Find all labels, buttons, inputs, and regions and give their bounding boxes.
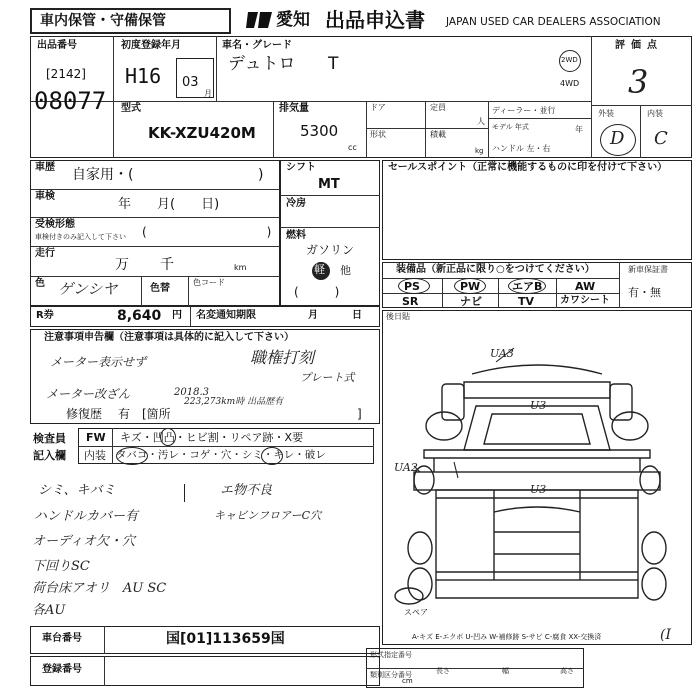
storage-label: 車内保管・守備保管: [40, 13, 166, 29]
tag-ua2: UA2: [394, 461, 418, 474]
shape-label: 形状: [370, 130, 386, 139]
inspection-label: 車検: [35, 191, 55, 202]
length-label: 長さ: [436, 667, 450, 675]
capacity-label: 定員: [430, 103, 446, 112]
receiving-label: 受検形態: [35, 219, 75, 230]
top-frame: [30, 36, 692, 158]
era-year: H16: [125, 64, 162, 88]
equip-airbag: エアB: [512, 280, 543, 293]
month-unit: 月: [204, 89, 212, 98]
notes-line2-note: プレート式: [300, 371, 355, 384]
page-mark: (I: [660, 627, 671, 643]
r-ticket-label: R券: [36, 310, 54, 321]
mileage-label: 走行: [35, 248, 55, 259]
capacity-unit: 人: [477, 117, 485, 126]
exterior-label: 外装: [598, 109, 614, 118]
repair-close: ]: [357, 407, 362, 421]
notes-line1-right: 職権打刻: [250, 348, 315, 367]
equip-seat: カワシート: [560, 295, 610, 306]
tag-ua3: UA3: [490, 347, 514, 360]
load-unit: kg: [475, 147, 484, 155]
rating-value: 3: [628, 63, 649, 101]
inspector-row1: キズ・凹凸・ヒビ割・リペア跡・X要: [120, 431, 304, 444]
equip-ps: PS: [404, 280, 420, 293]
shift-value: MT: [318, 177, 340, 192]
chassis-value: 国[01]113659国: [166, 631, 285, 647]
mileage-sen: 千: [160, 257, 174, 273]
equipment-label: 装備品（新正品に限り○をつけてください）: [396, 264, 595, 275]
load-label: 積載: [430, 130, 446, 139]
inspector-fw: FW: [86, 431, 106, 444]
tax-day: 日: [352, 310, 362, 321]
remark-right-1: エ物不良: [220, 483, 273, 498]
model-code: KK-XZU420M: [148, 124, 256, 142]
displacement: 5300: [300, 122, 339, 140]
notes-line1: メーター表示せず: [50, 355, 147, 369]
remark-right-2: キャビンフロアーC穴: [214, 509, 322, 522]
model-no-label: 形式指定番号: [370, 651, 412, 659]
bracket-mark: [184, 484, 190, 502]
r-yen: 円: [172, 310, 182, 321]
inspector-label2: 記入欄: [33, 449, 66, 462]
remark-3: オーディオ欠・穴: [32, 534, 135, 549]
truck-diagram: [384, 322, 690, 622]
damage-legend: A-キズ E-エクボ U-凹み W-補修跡 S-サビ C-腐食 XX-交換済: [412, 633, 602, 641]
equip-tv: TV: [518, 295, 535, 308]
remark-6: 各AU: [32, 603, 66, 618]
reg-frame: [30, 656, 380, 686]
color-value: ゲンシヤ: [58, 280, 118, 298]
model-year-label: モデル 年式: [492, 123, 529, 131]
drive-4wd: 4WD: [560, 79, 580, 88]
repair-label: 修復歴: [66, 407, 103, 421]
association-name: JAPAN USED CAR DEALERS ASSOCIATION: [446, 16, 661, 28]
cm-unit: cm: [402, 677, 413, 685]
r-amount: 8,640: [117, 308, 162, 324]
lot-sub: [2142]: [46, 67, 86, 81]
height-label: 高さ: [560, 667, 574, 675]
cc-unit: cc: [348, 143, 357, 152]
tax-label: 名変通知期限: [196, 310, 256, 321]
equip-navi: ナビ: [460, 295, 482, 308]
notes-label: 注意事項申告欄（注意事項は具体的に記入して下さい）: [44, 332, 294, 343]
inspector-row2: タバコ・汚レ・コゲ・穴・シミ・キレ・破レ: [116, 449, 326, 461]
tag-u3-bed: U3: [530, 483, 547, 496]
lot-label: 出品番号: [37, 40, 77, 51]
color-label: 色: [35, 278, 45, 289]
car-name: デュトロ: [228, 54, 296, 74]
equip-pw: PW: [460, 280, 481, 293]
chassis-label: 車台番号: [42, 633, 82, 644]
color-change-label: 色替: [150, 283, 170, 294]
history-value: 自家用・(: [72, 167, 134, 183]
shift-label: シフト: [286, 162, 316, 173]
fuel-paren: ( ): [294, 285, 340, 299]
history-close: ): [258, 167, 264, 183]
interior-grade: C: [654, 128, 668, 149]
remark-1: シミ、キバミ: [38, 483, 116, 498]
tag-u3-cab: U3: [530, 399, 547, 412]
equip-sr: SR: [402, 295, 419, 308]
year-unit: 年: [575, 125, 583, 134]
repair-value: 有 [箇所: [118, 407, 171, 421]
car-name-label: 車名・グレード: [222, 40, 292, 51]
model-label: 型式: [121, 103, 141, 114]
receiving-note: 車検付きのみ記入して下さい: [35, 233, 126, 241]
spare-label: スペア: [404, 608, 428, 617]
lot-number: 08077: [34, 87, 107, 115]
rating-label: 評価点: [615, 40, 663, 51]
mileage-unit: km: [234, 263, 247, 272]
fuel-value: ガソリン: [306, 243, 355, 257]
form-title: 出品申込書: [325, 8, 425, 32]
grade: T: [328, 54, 339, 74]
rear-label: 後日貼: [386, 312, 410, 321]
reg-label: 登録番号: [42, 664, 82, 675]
first-reg-label: 初度登録年月: [121, 40, 181, 51]
door-label: ドア: [370, 103, 386, 112]
fuel-label: 燃料: [286, 230, 306, 241]
remark-4: 下回りSC: [32, 559, 90, 574]
reg-month: 03: [182, 75, 199, 90]
fuel-kanji: 軽: [314, 263, 325, 276]
drive-2wd: 2WD: [561, 56, 578, 64]
warranty-label: 新車保証書: [628, 265, 668, 274]
remark-2: ハンドルカバー有: [34, 509, 139, 524]
logo-text: [247, 14, 248, 15]
color-code-label: 色コード: [193, 278, 225, 287]
tax-month: 月: [308, 310, 318, 321]
inspection-value: 年 月( 日): [118, 197, 220, 212]
exterior-grade: D: [610, 128, 625, 149]
notes-line2: メーター改ざん: [46, 387, 131, 401]
aichi-label: 愛知: [276, 10, 310, 30]
sales-label: セールスポイント（正常に機能するものに印を付けて下さい）: [388, 162, 668, 173]
handle-label: ハンドル 左・右: [492, 144, 551, 153]
remark-5: 荷台床アオリ AU SC: [32, 581, 167, 596]
aircon-label: 冷房: [286, 198, 306, 209]
inspector-label1: 検査員: [33, 432, 66, 445]
ju-logo: [244, 8, 274, 32]
inspector-interior: 内装: [84, 449, 106, 462]
history-label: 車歴: [35, 162, 55, 173]
notes-line2-date: 2018.3: [174, 387, 209, 398]
fuel-other: 他: [340, 264, 351, 277]
receiving-paren: ( ): [142, 225, 272, 239]
sales-frame: [382, 160, 692, 260]
interior-label: 内装: [647, 109, 663, 118]
width-label: 幅: [502, 667, 509, 675]
category-label: 類別区分番号: [370, 671, 412, 679]
mileage-man: 万: [115, 257, 129, 273]
dealer-label: ディーラー・並行: [492, 106, 556, 115]
equip-aw: AW: [575, 280, 596, 293]
warranty-value: 有・無: [628, 286, 661, 299]
notes-line2-km: 223,273km時 出品歴有: [184, 397, 284, 407]
displacement-label: 排気量: [279, 103, 309, 114]
